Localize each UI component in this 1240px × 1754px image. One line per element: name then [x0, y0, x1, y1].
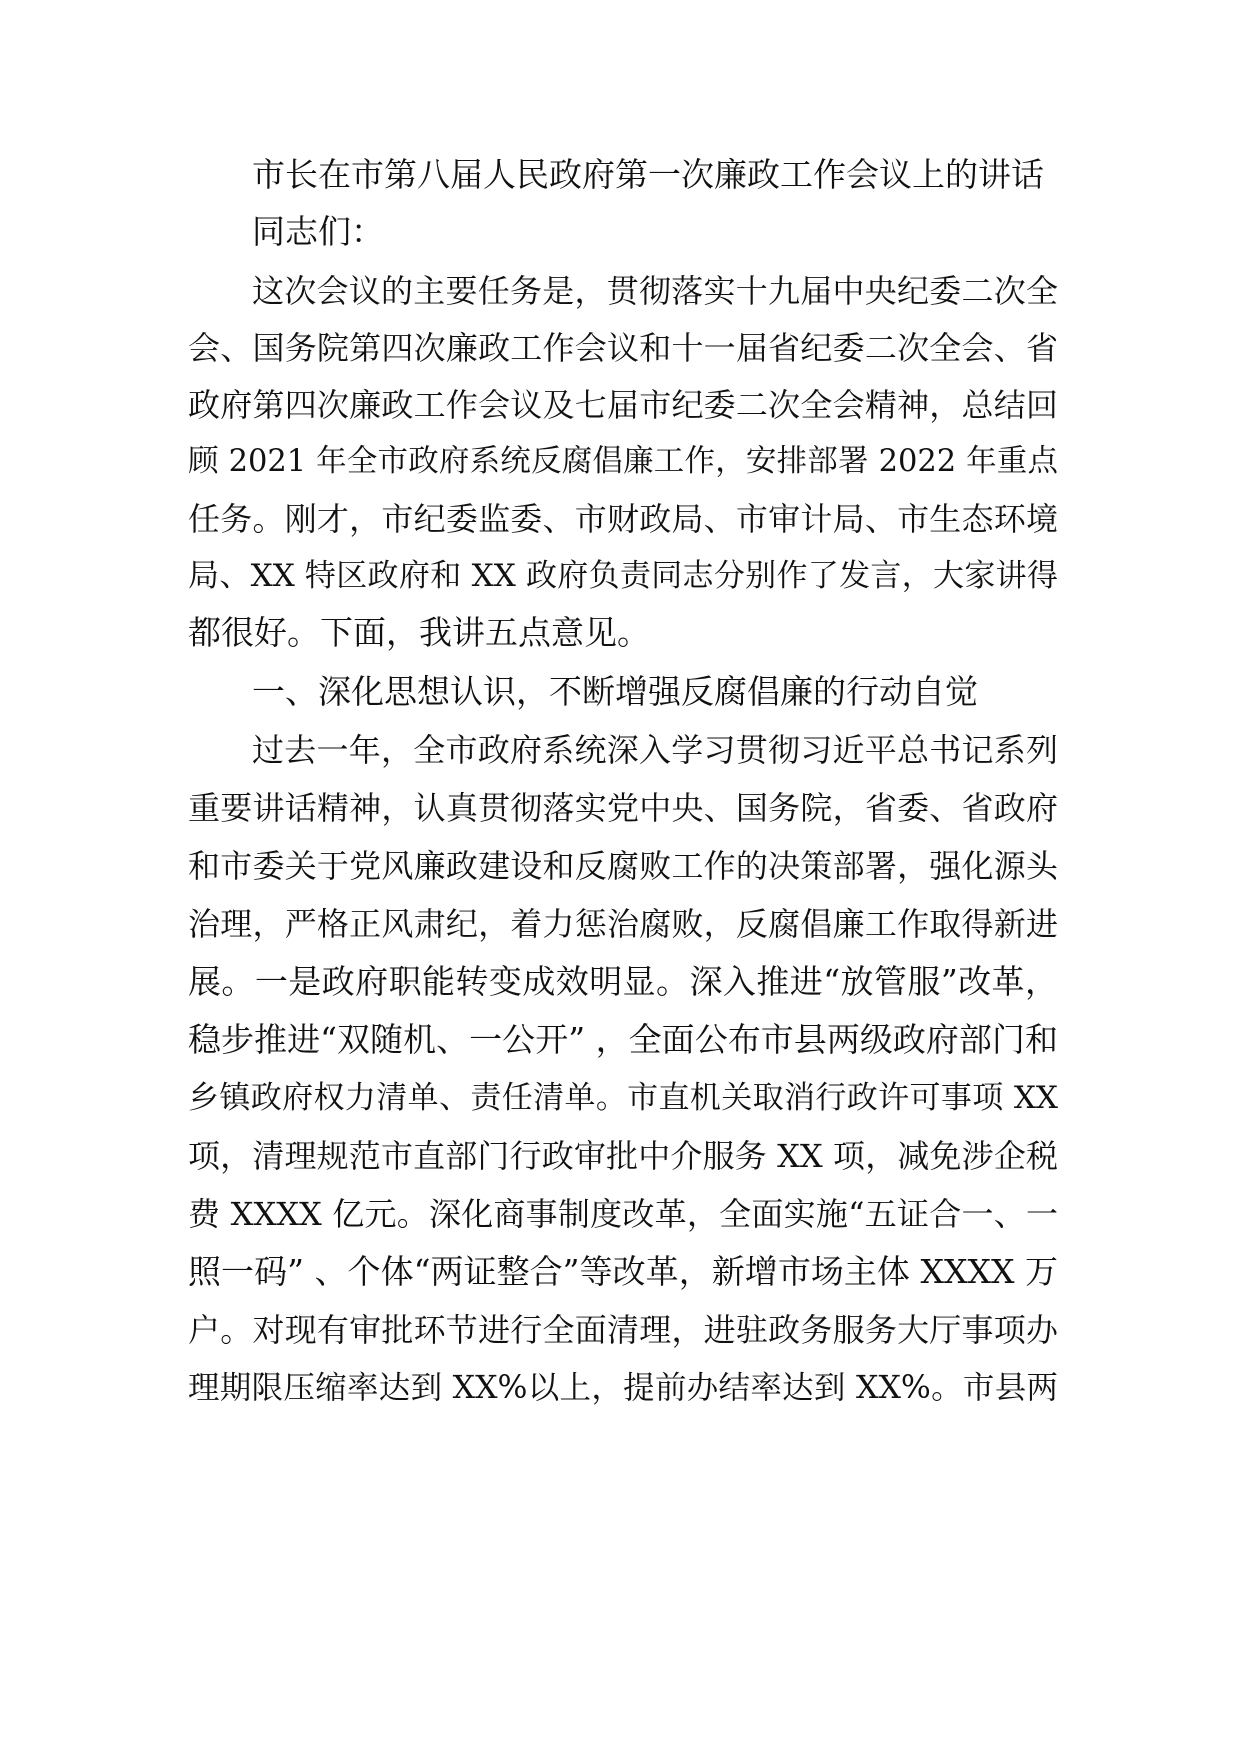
- paragraph-line: 任务。刚才，市纪委监委、市财政局、市审计局、市生态环境: [188, 500, 1058, 538]
- paragraph-line: 稳步推进“双随机、一公开” ，全面公布市县两级政府部门和: [188, 1020, 1058, 1059]
- paragraph-line: 过去一年，全市政府系统深入学习贯彻习近平总书记系列: [252, 731, 1058, 769]
- paragraph-line: 治理，严格正风肃纪，着力惩治腐败，反腐倡廉工作取得新进: [188, 905, 1058, 943]
- paragraph-line: 都很好。下面，我讲五点意见。: [188, 613, 650, 652]
- paragraph-line: 户。对现有审批环节进行全面清理，进驻政务服务大厅事项办: [188, 1311, 1058, 1349]
- paragraph-line: 顾 2021 年全市政府系统反腐倡廉工作，安排部署 2022 年重点: [188, 444, 1058, 479]
- paragraph-line: 这次会议的主要任务是，贯彻落实十九届中央纪委二次全: [252, 272, 1058, 310]
- section-heading: 一、深化思想认识，不断增强反腐倡廉的行动自觉: [252, 672, 978, 711]
- document-title: 市长在市第八届人民政府第一次廉政工作会议上的讲话: [252, 155, 1044, 194]
- paragraph-line: 理期限压缩率达到 XX%以上，提前办结率达到 XX%。市县两: [188, 1370, 1058, 1406]
- paragraph-line: 展。一是政府职能转变成效明显。深入推进“放管服”改革，: [188, 962, 1058, 1001]
- paragraph-line: 项，清理规范市直部门行政审批中介服务 XX 项，减免涉企税: [188, 1137, 1058, 1175]
- paragraph-line: 政府第四次廉政工作会议及七届市纪委二次全会精神，总结回: [188, 386, 1058, 424]
- paragraph-line: 和市委关于党风廉政建设和反腐败工作的决策部署，强化源头: [188, 847, 1058, 885]
- paragraph-line: 照一码” 、个体“两证整合”等改革，新增市场主体 XXXX 万: [188, 1252, 1058, 1291]
- paragraph-line: 乡镇政府权力清单、责任清单。市直机关取消行政许可事项 XX: [188, 1080, 1058, 1116]
- salutation: 同志们：: [252, 212, 384, 251]
- paragraph-line: 费 XXXX 亿元。深化商事制度改革，全面实施“五证合一、一: [188, 1195, 1058, 1233]
- paragraph-line: 会、国务院第四次廉政工作会议和十一届省纪委二次全会、省: [188, 329, 1058, 367]
- paragraph-line: 重要讲话精神，认真贯彻落实党中央、国务院，省委、省政府: [188, 789, 1058, 827]
- paragraph-line: 局、XX 特区政府和 XX 政府负责同志分别作了发言，大家讲得: [188, 558, 1058, 594]
